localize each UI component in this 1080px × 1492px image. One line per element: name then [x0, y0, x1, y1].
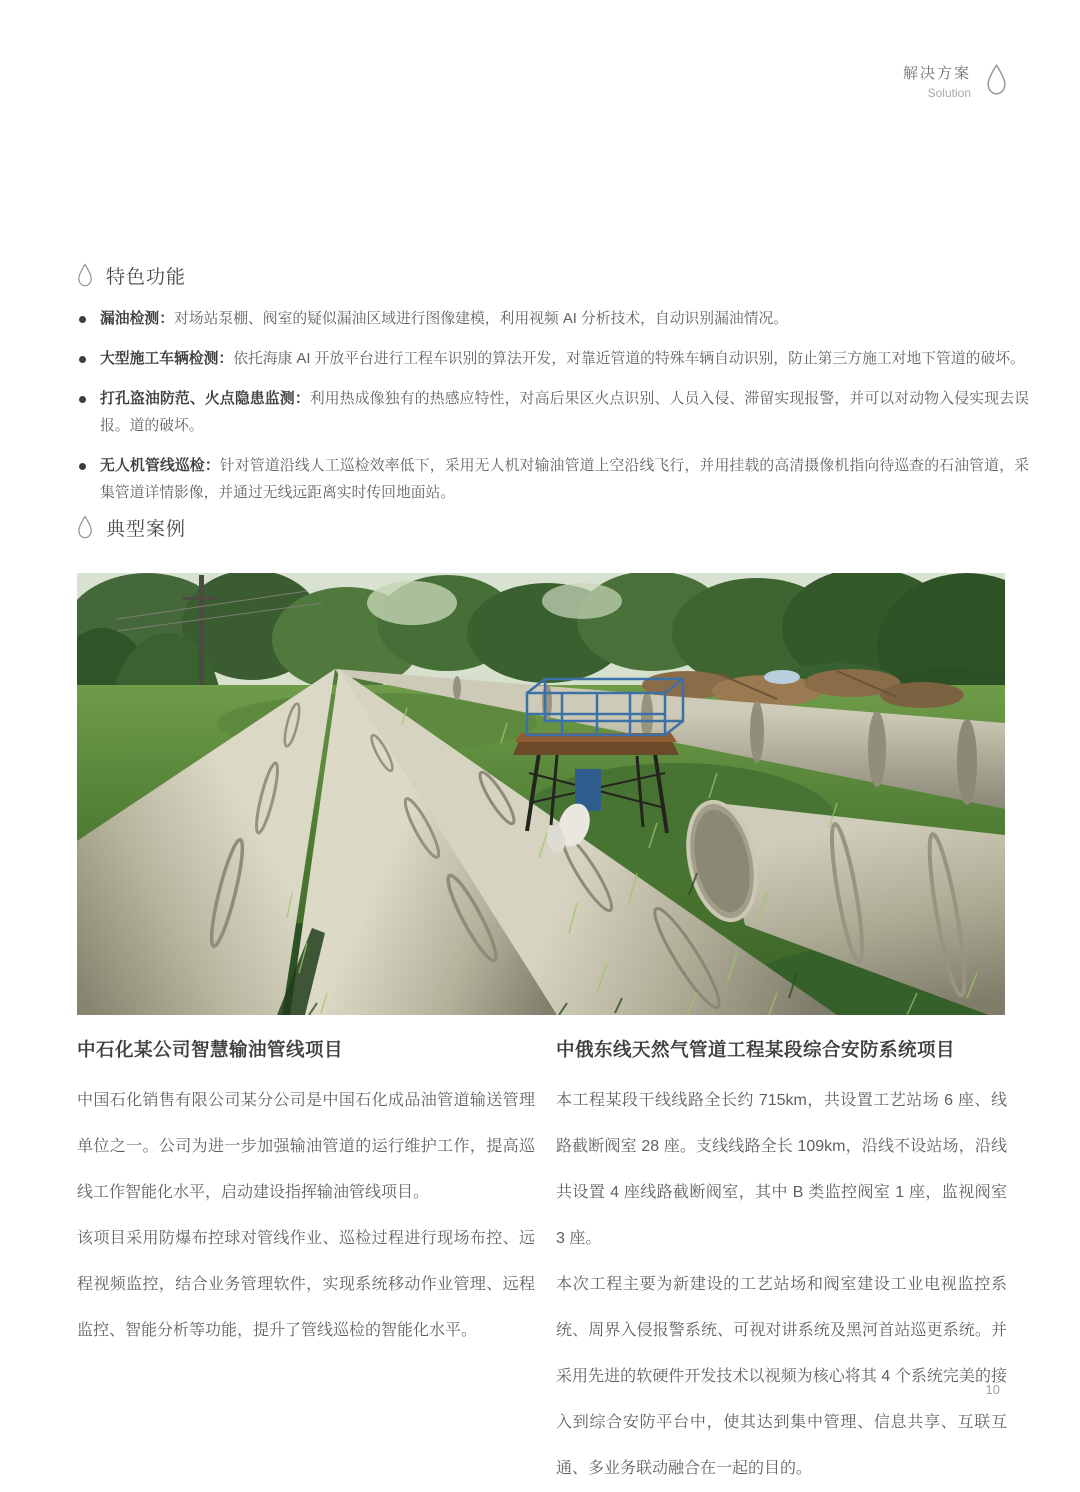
feature-item-vehicle-detection	[77, 346, 1029, 373]
cases-heading-label: 典型案例	[106, 519, 187, 540]
pipeline-case-photo	[77, 573, 1005, 1015]
header-title-cn: 解决方案	[902, 65, 971, 82]
feature-text: 针对管道沿线人工巡检效率低下，采用无人机对输油管道上空沿线飞行，并用挂载的高清摄像机指向待巡查的石油管道，采集管道详情影像，并通过无线远距离实时传回地面站。	[100, 458, 1029, 501]
bullet-dot	[79, 356, 86, 363]
header-titles	[903, 62, 971, 100]
features-section-heading	[75, 262, 186, 289]
bullet-dot	[79, 463, 86, 470]
feature-item-drone-inspection	[77, 453, 1029, 507]
feature-list	[77, 306, 1029, 520]
case-title: 中石化某公司智慧输油管线项目	[77, 1039, 344, 1060]
water-drop-icon	[983, 62, 1010, 98]
case-paragraph: 中国石化销售有限公司某分公司是中国石化成品油管道输送管理单位之一。公司为进一步加强输油管道的运行维护工作，提高巡线工作智能化水平，启动建设指挥输油管线项目。	[77, 1092, 535, 1201]
document-header	[903, 62, 1010, 100]
feature-text: 利用热成像独有的热感应特性，对高后果区火点识别、人员入侵、滞留实现报警，并可以对动物入侵实现去误报。道的破坏。	[100, 391, 1029, 434]
water-drop-icon	[75, 514, 95, 541]
page-number: 10	[985, 1382, 1000, 1397]
case-paragraph: 本工程某段干线线路全长约 715km，共设置工艺站场 6 座、线路截断阀室 28 座。支线线路全长 109km，沿线不设站场，沿线共设置 4 座线路截断阀室，其中 B 类监控阀室 1 座，监视阀室 3 座。	[556, 1092, 1007, 1247]
header-title-en: Solution	[927, 86, 971, 100]
water-drop-icon	[75, 262, 95, 289]
feature-label: 打孔盗油防范、火点隐患监测：	[100, 391, 310, 407]
bullet-dot	[79, 396, 86, 403]
feature-text: 依托海康 AI 开放平台进行工程车识别的算法开发，对靠近管道的特殊车辆自动识别，防止第三方施工对地下管道的破坏。	[233, 351, 1025, 367]
bullet-dot	[79, 316, 86, 323]
feature-label: 大型施工车辆检测：	[100, 351, 234, 367]
case-paragraph: 本次工程主要为新建设的工艺站场和阀室建设工业电视监控系统、周界入侵报警系统、可视对讲系统及黑河首站巡更系统。并采用先进的软硬件开发技术以视频为核心将其 4 个系统完美的接入到综合安防平台中，使其达到集中管理、信息共享、互联互通、多业务联动融合在一起的目的。	[556, 1276, 1007, 1477]
feature-label: 无人机管线巡检：	[100, 458, 220, 474]
case-paragraph: 该项目采用防爆布控球对管线作业、巡检过程进行现场布控、远程视频监控，结合业务管理软件，实现系统移动作业管理、远程监控、智能分析等功能，提升了管线巡检的智能化水平。	[77, 1230, 535, 1339]
case-title: 中俄东线天然气管道工程某段综合安防系统项目	[556, 1039, 956, 1060]
feature-item-oil-leak-detection	[77, 306, 1029, 333]
feature-label: 漏油检测：	[100, 311, 174, 327]
feature-text: 对场站泵棚、阀室的疑似漏油区域进行图像建模，利用视频 AI 分析技术，自动识别漏油情况。	[174, 311, 789, 327]
case-study-china-russia-pipeline	[556, 1036, 1007, 1492]
cases-section-heading	[75, 514, 186, 541]
features-heading-label: 特色功能	[106, 267, 187, 288]
feature-item-theft-fire-monitoring	[77, 386, 1029, 440]
case-study-sinopec	[77, 1036, 535, 1354]
